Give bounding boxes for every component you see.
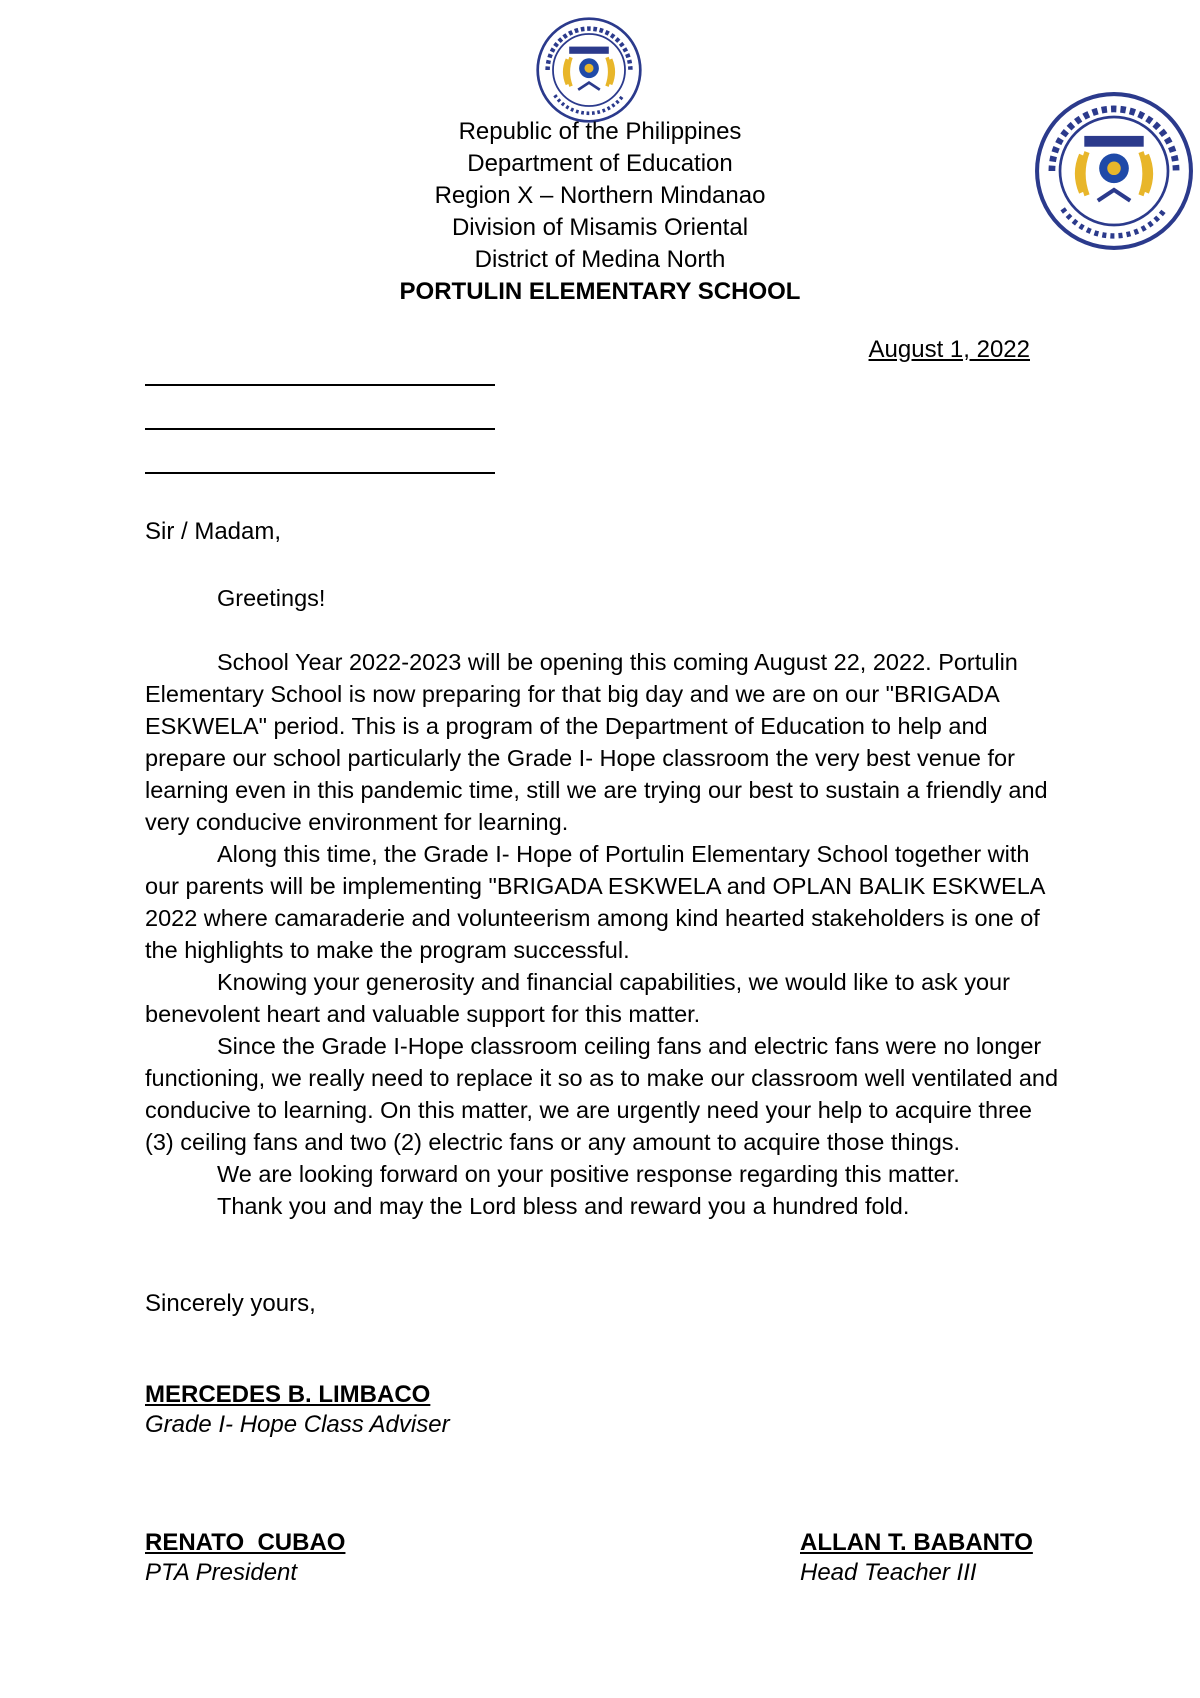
signature-block-head-teacher: [800, 1528, 1033, 1588]
signature-block-adviser: [145, 1380, 450, 1440]
recipient-blank-line: [145, 472, 495, 474]
salutation: Sir / Madam,: [145, 518, 282, 545]
district-seal-logo: [1033, 88, 1195, 254]
district-seal-logo: [531, 16, 647, 124]
letterhead-division: Division of Misamis Oriental: [451, 214, 749, 241]
letter-body: [145, 582, 1060, 1222]
school-name: PORTULIN ELEMENTARY SCHOOL: [399, 278, 801, 305]
letterhead: [300, 116, 900, 308]
letterhead-region: Region X – Northern Mindanao: [434, 182, 766, 209]
letter-date: August 1, 2022: [868, 336, 1030, 363]
body-paragraph: We are looking forward on your positive response regarding this matter.: [217, 1161, 960, 1187]
closing: Sincerely yours,: [145, 1290, 316, 1317]
body-paragraph: Along this time, the Grade I- Hope of Portulin Elementary School together with our parents will be implementing "BRIGADA ESKWELA and OPLAN BALIK ESKWELA 2022 where camaraderie and volunteerism among kind hearted stakeholders is one of the highlights to make the program successful.: [145, 841, 1045, 963]
signer-title: PTA President: [145, 1559, 298, 1586]
recipient-blank-line: [145, 428, 495, 430]
greeting: Greetings!: [217, 585, 326, 611]
body-paragraph: Knowing your generosity and financial capabilities, we would like to ask your benevolent heart and valuable support for this matter.: [145, 969, 1010, 1027]
signer-title: Grade I- Hope Class Adviser: [145, 1411, 450, 1438]
signer-name: ALLAN T. BABANTO: [800, 1529, 1033, 1556]
signer-name: MERCEDES B. LIMBACO: [145, 1381, 431, 1408]
body-paragraph: School Year 2022-2023 will be opening this coming August 22, 2022. Portulin Elementary School is now preparing for that big day and we are on our "BRIGADA ESKWELA" period. This is a program of the Department of Education to help and prepare our school particularly the Grade I- Hope classroom the very best venue for learning even in this pandemic time, still we are trying our best to sustain a friendly and very conducive environment for learning.: [145, 649, 1048, 835]
signer-title: Head Teacher III: [800, 1559, 977, 1586]
recipient-blank-line: [145, 384, 495, 386]
body-paragraph: Thank you and may the Lord bless and reward you a hundred fold.: [217, 1193, 910, 1219]
letterhead-district: District of Medina North: [474, 246, 726, 273]
letterhead-country: Republic of the Philippines: [458, 118, 742, 145]
letterhead-department: Department of Education: [467, 150, 733, 177]
signer-name: RENATO CUBAO: [145, 1529, 346, 1556]
body-paragraph: Since the Grade I-Hope classroom ceiling fans and electric fans were no longer functioning, we really need to replace it so as to make our classroom well ventilated and conducive to learning. On this matter, we are urgently need your help to acquire three (3) ceiling fans and two (2) electric fans or any amount to acquire those things.: [145, 1033, 1059, 1155]
signature-block-pta-president: [145, 1528, 345, 1588]
